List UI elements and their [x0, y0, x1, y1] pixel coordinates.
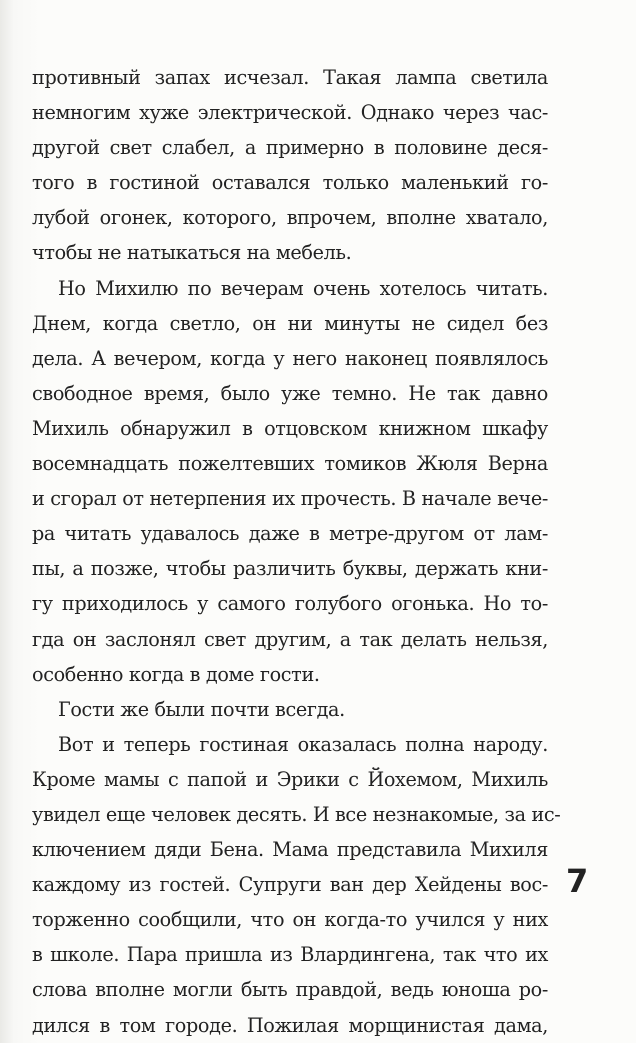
- text-line: Днем, когда светло, он ни минуты не сидел без: [32, 311, 548, 335]
- text-line: Михиль обнаружил в отцовском книжном шкафу: [32, 416, 548, 440]
- text-line: дела. А вечером, когда у него наконец появлялось: [32, 346, 548, 370]
- text-line: пы, а позже, чтобы различить буквы, держать кни-: [32, 557, 548, 581]
- text-line: ра читать удавалось даже в метре-другом от лам-: [32, 522, 548, 546]
- page-number: 7: [566, 862, 589, 900]
- text-line: чтобы не натыкаться на мебель.: [32, 241, 352, 265]
- text-line: лубой огонек, которого, впрочем, вполне хватало,: [32, 206, 548, 230]
- page-body-text: [32, 60, 561, 1043]
- text-line: другой свет слабел, а примерно в половине деся-: [32, 136, 548, 160]
- text-line: слова вполне могли быть правдой, ведь юноша ро-: [32, 978, 548, 1002]
- text-line: восемнадцать пожелтевших томиков Жюля Верна: [32, 452, 548, 476]
- text-line: ключением дяди Бена. Мама представила Михиля: [32, 838, 548, 862]
- text-line: свободное время, было уже темно. Не так давно: [32, 381, 548, 405]
- text-line: противный запах исчезал. Такая лампа светила: [32, 66, 548, 89]
- text-line: дился в том городе. Пожилая морщинистая дама,: [32, 1013, 548, 1037]
- text-line: Кроме мамы с папой и Эрики с Йохемом, Михиль: [32, 767, 548, 791]
- text-line: и сгорал от нетерпения их прочесть. В начале вече-: [32, 487, 548, 511]
- text-line: торженно сообщили, что он когда-то учился у них: [32, 908, 548, 932]
- text-line: Вот и теперь гостиная оказалась полна народу.: [58, 732, 548, 756]
- text-line: гда он заслонял свет другим, а так делать нельзя,: [32, 627, 548, 651]
- text-line: немногим хуже электрической. Однако через час-: [32, 101, 548, 125]
- text-line: Но Михилю по вечерам очень хотелось читать.: [58, 276, 548, 300]
- text-line: Гости же были почти всегда.: [58, 697, 345, 721]
- text-line: в школе. Пара пришла из Влардингена, так что их: [32, 943, 548, 967]
- text-line: особенно когда в доме гости.: [32, 662, 320, 686]
- text-line: того в гостиной оставался только маленький го-: [32, 171, 548, 195]
- text-line: каждому из гостей. Супруги ван дер Хейдены вос-: [32, 873, 548, 897]
- text-line: гу приходилось у самого голубого огонька. Но то-: [32, 592, 548, 616]
- text-line: увидел еще человек десять. И все незнакомые, за ис-: [32, 802, 561, 826]
